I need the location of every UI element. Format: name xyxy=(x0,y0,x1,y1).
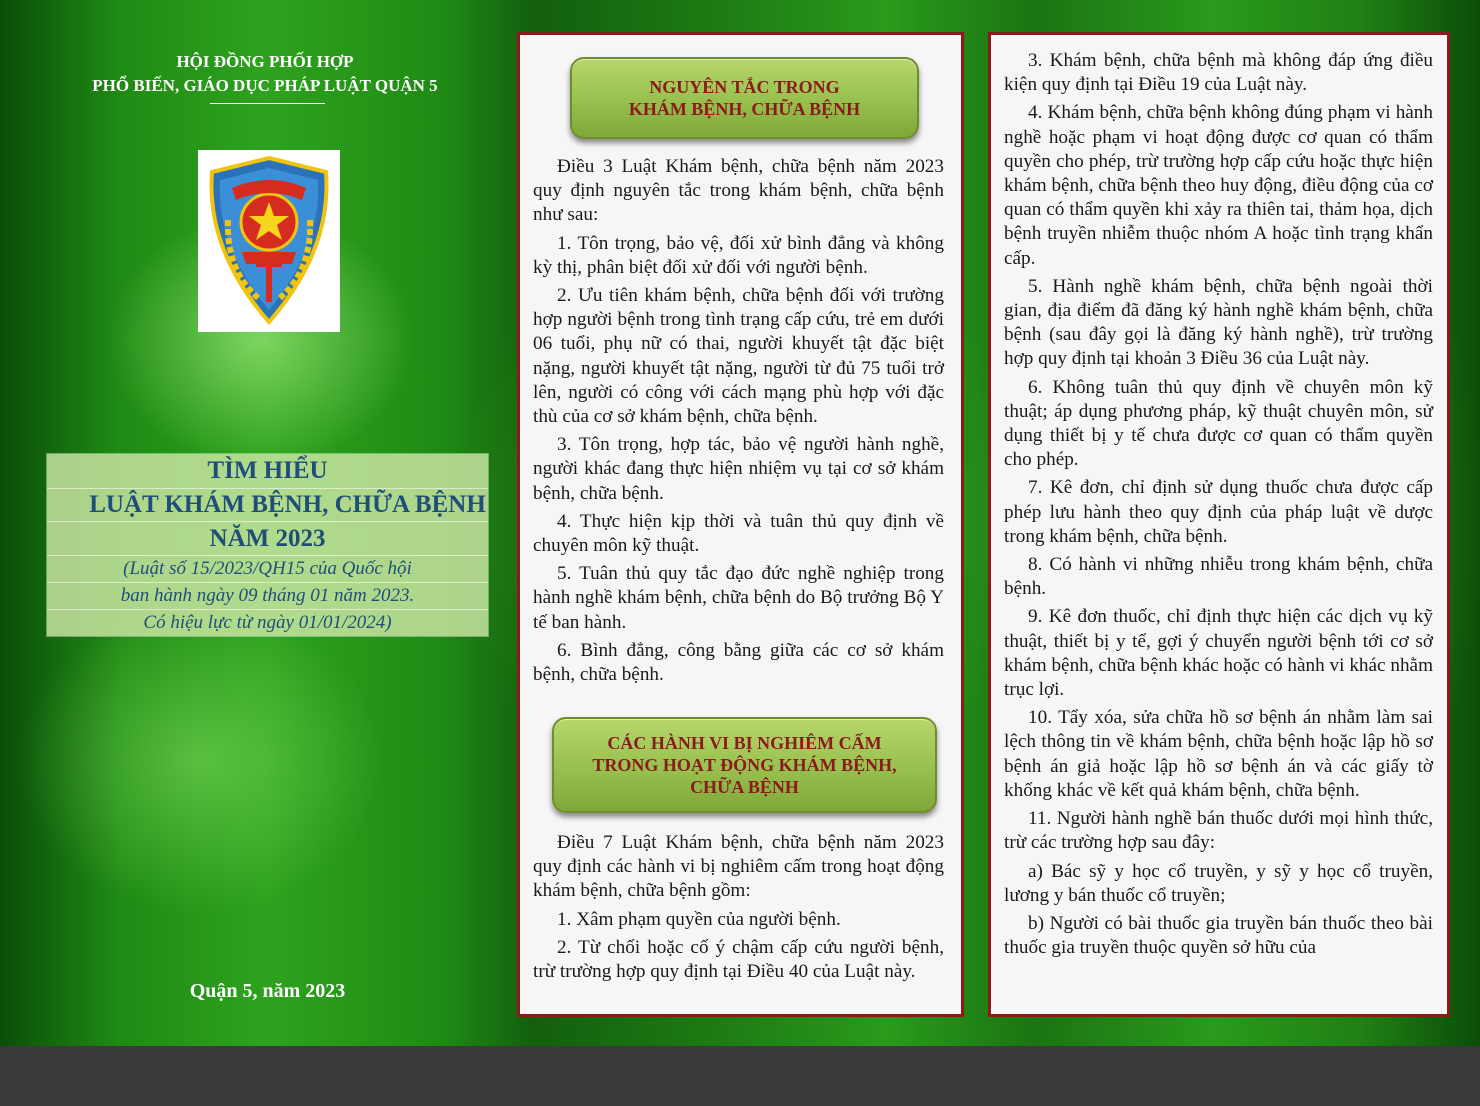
title-line3: NĂM 2023 xyxy=(47,522,488,556)
paragraph: 11. Người hành nghề bán thuốc dưới mọi hình thức, trừ các trường hợp sau đây: xyxy=(1004,808,1433,854)
paragraph: 6. Không tuân thủ quy định về chuyên môn kỹ thuật; áp dụng phương pháp, kỹ thuật chuyên môn, sử dụng thiết bị y tế chưa được cơ quan có thẩm quyền cho phép. xyxy=(1004,376,1433,471)
paragraph: 8. Có hành vi những nhiễu trong khám bệnh, chữa bệnh. xyxy=(1004,554,1433,600)
organization-name-line2: PHỔ BIẾN, GIÁO DỤC PHÁP LUẬT QUẬN 5 xyxy=(92,76,438,95)
paragraph: 5. Tuân thủ quy tắc đạo đức nghề nghiệp trong hành nghề khám bệnh, chữa bệnh do Bộ trưởng Bộ Y tế ban hành. xyxy=(533,563,944,633)
heading-line: CHỮA BỆNH xyxy=(690,777,799,797)
paragraph: 3. Khám bệnh, chữa bệnh mà không đáp ứng điều kiện quy định tại Điều 19 của Luật này. xyxy=(1004,50,1433,96)
place-and-year: Quận 5, năm 2023 xyxy=(189,980,346,1002)
paragraph: 6. Bình đẳng, công bằng giữa các cơ sở khám bệnh, chữa bệnh. xyxy=(533,639,944,686)
paragraph: 10. Tẩy xóa, sửa chữa hồ sơ bệnh án nhằm làm sai lệch thông tin về khám bệnh, chữa bệnh hoặc lập hồ sơ bệnh án giả hoặc lập hồ sơ bệnh án và các giấy tờ khống khác về kết quả khám bệnh, chữa bệnh. xyxy=(1004,707,1433,801)
paragraph: 2. Từ chối hoặc cố ý chậm cấp cứu người bệnh, trừ trường hợp quy định tại Điều 40 của Luật này. xyxy=(533,936,944,983)
paragraph: Điều 7 Luật Khám bệnh, chữa bệnh năm 2023 quy định các hành vi bị nghiêm cấm trong hoạt động khám bệnh, chữa bệnh gồm: xyxy=(533,832,944,902)
paragraph: 4. Khám bệnh, chữa bệnh không đúng phạm vi hành nghề hoặc phạm vi hoạt động được cơ quan có thẩm quyền cho phép, trừ trường hợp cấp cứu hoặc thực hiện khám bệnh, chữa bệnh theo huy động, điều động của cơ quan có thẩm quyền khi xảy ra thiên tai, thảm họa, dịch bệnh truyền nhiễm thuộc nhóm A hoặc tình trạng khẩn cấp. xyxy=(1004,102,1433,269)
paragraph: 3. Tôn trọng, hợp tác, bảo vệ người hành nghề, người khác đang thực hiện nhiệm vụ tại cơ sở khám bệnh, chữa bệnh. xyxy=(533,434,944,504)
heading-line: TRONG HOẠT ĐỘNG KHÁM BỆNH, xyxy=(592,755,897,775)
paragraph: 7. Kê đơn, chỉ định sử dụng thuốc chưa được cấp phép lưu hành theo quy định của pháp luật về dược trong khám bệnh, chữa bệnh. xyxy=(1004,477,1433,547)
paragraph: 5. Hành nghề khám bệnh, chữa bệnh ngoài thời gian, địa điểm đã đăng ký hành nghề khám bệnh, chữa bệnh (sau đây gọi là đăng ký hành nghề), trừ trường hợp quy định tại khoản 3 Điều 36 của Luật này. xyxy=(1004,275,1433,370)
paragraph: 2. Ưu tiên khám bệnh, chữa bệnh đối với trường hợp người bệnh trong tình trạng cấp cứu, trẻ em dưới 06 tuổi, phụ nữ có thai, người khuyết tật đặc biệt nặng, người khuyết tật nặng, người từ đủ 75 tuổi trở lên, người có công với cách mạng phù hợp với đặc thù của cơ sở khám bệnh, chữa bệnh. xyxy=(533,285,944,428)
paragraph: 1. Tôn trọng, bảo vệ, đối xử bình đẳng và không kỳ thị, phân biệt đối xử đối với người bệnh. xyxy=(533,232,944,278)
emblem-graphic xyxy=(198,150,340,332)
paragraph: 1. Xâm phạm quyền của người bệnh. xyxy=(557,908,841,930)
justice-emblem-logo xyxy=(198,150,340,332)
paragraph: b) Người có bài thuốc gia truyền bán thuốc theo bài thuốc gia truyền thuộc quyền sở hữu của xyxy=(1004,912,1433,959)
title-box xyxy=(47,454,488,636)
principles-text xyxy=(533,155,944,691)
section-heading-principles xyxy=(570,57,919,139)
subtitle-line3: Có hiệu lực từ ngày 01/01/2024) xyxy=(143,612,392,633)
heading-line: KHÁM BỆNH, CHỮA BỆNH xyxy=(628,99,861,119)
section-heading-prohibited-acts xyxy=(552,717,937,813)
prohibited-acts-continued-text xyxy=(1004,49,1433,964)
prohibited-acts-text xyxy=(533,831,944,988)
paragraph: Điều 3 Luật Khám bệnh, chữa bệnh năm 2023 quy định nguyên tắc trong khám bệnh, chữa bệnh như sau: xyxy=(533,156,944,226)
subtitle-line2: ban hành ngày 09 tháng 01 năm 2023. xyxy=(47,582,488,610)
organization-name-line1: HỘI ĐỒNG PHỐI HỢP xyxy=(176,52,354,71)
heading-line: NGUYÊN TẮC TRONG xyxy=(649,77,840,97)
paragraph: 9. Kê đơn thuốc, chỉ định thực hiện các dịch vụ kỹ thuật, thiết bị y tế, gợi ý chuyển người bệnh tới cơ sở khám bệnh, chữa bệnh khác hoặc có hành vi khác nhằm trục lợi. xyxy=(1004,606,1433,701)
paragraph: 4. Thực hiện kịp thời và tuân thủ quy định về chuyên môn kỹ thuật. xyxy=(533,510,944,557)
title-line1: TÌM HIỂU xyxy=(47,454,488,489)
subtitle-line1: (Luật số 15/2023/QH15 của Quốc hội xyxy=(47,555,488,583)
paragraph: a) Bác sỹ y học cổ truyền, y sỹ y học cổ truyền, lương y bán thuốc cổ truyền; xyxy=(1004,860,1433,906)
divider-line xyxy=(210,103,325,104)
title-line2: LUẬT KHÁM BỆNH, CHỮA BỆNH xyxy=(47,488,488,522)
heading-line: CÁC HÀNH VI BỊ NGHIÊM CẤM xyxy=(607,733,882,753)
